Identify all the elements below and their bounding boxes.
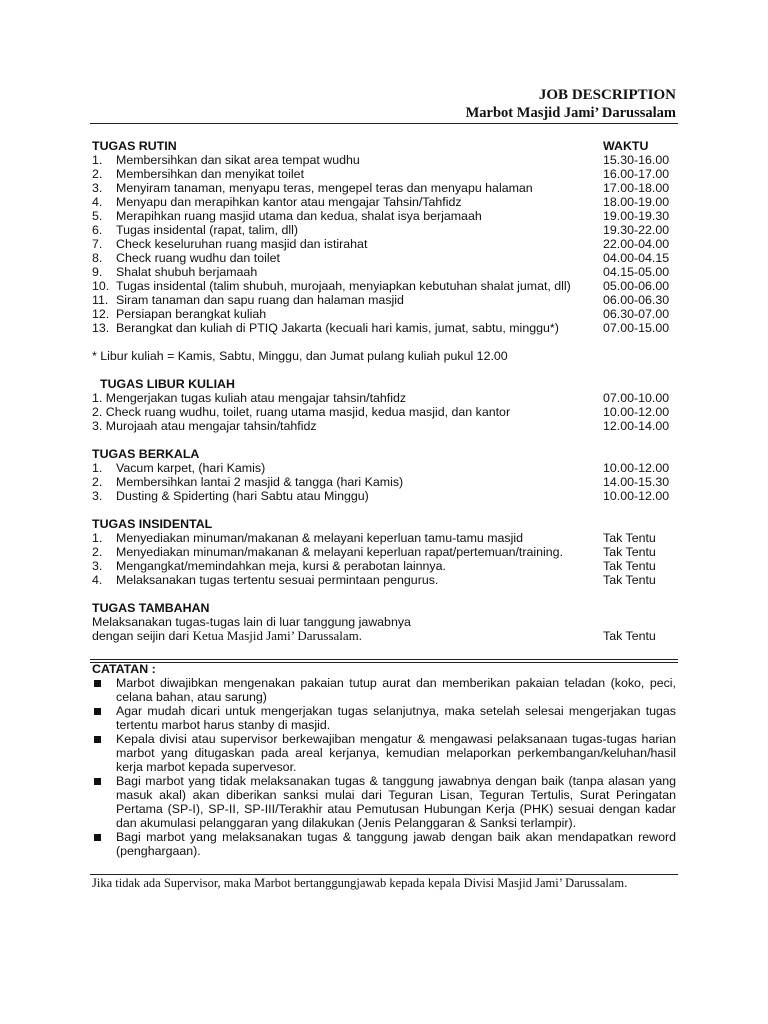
note-item [92,676,676,704]
task-time: 18.00-19.00 [603,195,670,209]
catatan-title: CATATAN : [92,662,156,676]
task-text [92,629,362,643]
list-item [92,489,678,503]
task-number: 1. [92,461,103,475]
footer-divider [90,874,678,875]
task-text: Membersihkan dan menyikat toilet [116,167,305,181]
task-time: 15.30-16.00 [603,153,670,167]
document-subtitle: Marbot Masjid Jami’ Darussalam [465,105,676,121]
list-item [92,615,678,629]
task-text: Berangkat dan kuliah di PTIQ Jakarta (kecuali hari kamis, jumat, sabtu, minggu*) [116,321,559,335]
list-item [92,629,678,643]
section-heading-row [92,517,678,531]
task-text: 3. Murojaah atau mengajar tahsin/tahfidz [92,419,317,433]
task-number: 3. [92,559,103,573]
note-item [92,704,676,732]
section-tugas-insidental [92,517,678,587]
task-text: Siram tanaman dan sapu ruang dan halaman masjid [116,293,404,307]
footer-note [92,876,676,890]
section-heading-row [92,447,678,461]
task-time: Tak Tentu [603,573,656,587]
bullet-square-icon [94,680,101,687]
task-text: Menyiram tanaman, menyapu teras, mengepel teras dan menyapu halaman [116,181,533,195]
task-number: 1. [92,153,103,167]
section-heading-row [92,377,678,391]
task-text: Menyediakan minuman/makanan & melayani keperluan tamu-tamu masjid [116,531,524,545]
task-time: 12.00-14.00 [603,419,670,433]
note-text: Bagi marbot yang melaksanakan tugas & tanggung jawab dengan baik akan mendapatkan reword (penghargaan). [116,830,676,858]
task-text: Dusting & Spiderting (hari Sabtu atau Minggu) [116,489,369,503]
header-divider [90,123,678,124]
task-number: 2. [92,167,103,181]
list-item [92,209,678,223]
task-time: 10.00-12.00 [603,461,670,475]
note-text: Bagi marbot yang tidak melaksanakan tugas & tanggung jawabnya dengan baik (tanpa alasan yang masuk akal) akan diberikan sanksi mulai dari Teguran Lisan, Teguran Tertulis, Surat Peringatan Pertama (SP-I), SP-II, SP-III/Terakhir atau Pemutusan Hubungan Kerja (PHK) sesuai dengan kadar dan akumulasi pelanggaran yang dilakukan (Jenis Pelanggaran & Sanksi terlampir). [116,774,676,830]
task-text: Membersihkan lantai 2 masjid & tangga (hari Kamis) [116,475,404,489]
task-time: 16.00-17.00 [603,167,670,181]
note-text: Marbot diwajibkan mengenakan pakaian tutup aurat dan memberikan pakaian teladan (koko, peci, celana bahan, atau sarung) [116,676,676,704]
task-text: Menyediakan minuman/makanan & melayani keperluan rapat/pertemuan/training. [116,545,564,559]
task-time: 19.00-19.30 [603,209,670,223]
task-text: 2. Check ruang wudhu, toilet, ruang utama masjid, kedua masjid, dan kantor [92,405,511,419]
section-catatan [92,662,676,858]
list-item [92,391,678,405]
list-item [92,475,678,489]
section-heading: TUGAS BERKALA [92,447,200,461]
section-tugas-libur-kuliah [92,377,678,433]
task-text: 1. Mengerjakan tugas kuliah atau mengajar tahsin/tahfidz [92,391,407,405]
note-item [92,732,676,774]
task-number: 11. [92,293,109,307]
task-number: 5. [92,209,103,223]
list-item [92,195,678,209]
task-text: Persiapan berangkat kuliah [116,307,267,321]
task-number: 4. [92,195,103,209]
task-time: Tak Tentu [603,559,656,573]
organization-name: Masjid Jami’ Darussalam. [497,876,628,890]
list-item [92,251,678,265]
section-heading-row [92,139,678,153]
task-number: 1. [92,531,103,545]
task-number: 3. [92,489,103,503]
task-text: Tugas insidental (talim shubuh, murojaah, menyiapkan kebutuhan shalat jumat, dll) [116,279,571,293]
list-item [92,237,678,251]
section-heading: TUGAS RUTIN [92,139,177,153]
task-time: 06.30-07.00 [603,307,670,321]
task-text: Menyapu dan merapihkan kantor atau mengajar Tahsin/Tahfidz [116,195,462,209]
task-time: Tak Tentu [603,629,656,643]
document-header [92,86,676,122]
task-list [92,153,678,335]
task-text: Mengangkat/memindahkan meja, kursi & perabotan lainnya. [116,559,446,573]
footer-text: Jika tidak ada Supervisor, maka Marbot bertanggungjawab kepada kepala Divisi [92,876,498,890]
note-item [92,830,676,858]
notes-list [92,676,676,858]
footnote: * Libur kuliah = Kamis, Sabtu, Minggu, dan Jumat pulang kuliah pukul 12.00 [92,349,508,363]
list-item [92,559,678,573]
task-text: Check keseluruhan ruang masjid dan istirahat [116,237,368,251]
bullet-square-icon [94,834,101,841]
task-number: 6. [92,223,103,237]
task-time: 10.00-12.00 [603,489,670,503]
list-item [92,321,678,335]
section-tugas-rutin [92,139,678,335]
task-text-prefix: dengan seijin dari [92,629,193,643]
list-item [92,181,678,195]
list-item [92,461,678,475]
time-column-heading: WAKTU [603,139,649,153]
list-item [92,223,678,237]
task-text: Check ruang wudhu dan toilet [116,251,280,265]
note-text: Agar mudah dicari untuk mengerjakan tugas selanjutnya, maka setelah selesai mengerjakan tugas tertentu marbot harus stanby di masjid. [116,704,676,732]
section-heading: TUGAS LIBUR KULIAH [100,377,235,391]
organization-name: Ketua Masjid Jami’ Darussalam. [192,628,363,643]
list-item [92,545,678,559]
section-heading: TUGAS TAMBAHAN [92,601,210,615]
section-tugas-berkala [92,447,678,503]
task-list [92,531,678,587]
section-tugas-tambahan [92,601,678,643]
task-text: Melaksanakan tugas-tugas lain di luar tanggung jawabnya [92,615,411,629]
task-number: 2. [92,475,103,489]
list-item [92,531,678,545]
task-time: 06.00-06.30 [603,293,670,307]
list-item [92,167,678,181]
list-item [92,573,678,587]
task-list [92,461,678,503]
task-number: 7. [92,237,103,251]
task-text: Vacum karpet, (hari Kamis) [116,461,266,475]
task-text: Shalat shubuh berjamaah [116,265,258,279]
task-time: 10.00-12.00 [603,405,670,419]
task-time: 05.00-06.00 [603,279,670,293]
task-time: 14.00-15.30 [603,475,670,489]
task-text: Membersihkan dan sikat area tempat wudhu [116,153,360,167]
section-heading-row [92,601,678,615]
task-time: Tak Tentu [603,545,656,559]
task-time: Tak Tentu [603,531,656,545]
task-text: Melaksanakan tugas tertentu sesuai permintaan pengurus. [116,573,439,587]
task-number: 2. [92,545,103,559]
list-item [92,279,678,293]
list-item [92,153,678,167]
list-item [92,405,678,419]
note-item [92,774,676,830]
bullet-square-icon [94,778,101,785]
task-number: 3. [92,181,103,195]
task-list [92,391,678,433]
task-number: 8. [92,251,103,265]
task-time: 22.00-04.00 [603,237,670,251]
list-item [92,419,678,433]
section-heading: TUGAS INSIDENTAL [92,517,213,531]
task-number: 9. [92,265,103,279]
task-number: 12. [92,307,110,321]
task-time: 17.00-18.00 [603,181,670,195]
task-time: 19.30-22.00 [603,223,670,237]
task-time: 07.00-10.00 [603,391,670,405]
task-text: Merapihkan ruang masjid utama dan kedua, shalat isya berjamaah [116,209,482,223]
task-number: 4. [92,573,103,587]
bullet-square-icon [94,708,101,715]
note-text: Kepala divisi atau supervisor berkewajiban mengatur & mengawasi pelaksanaan tugas-tugas harian marbot yang ditugaskan pada areal kerjanya, kemudian melaporkan perkembangan/keluhan/hasil kerja marbot kepada supervesor. [116,732,676,774]
bullet-square-icon [94,736,101,743]
catatan-divider-top [90,659,678,660]
task-text: Tugas insidental (rapat, talim, dll) [116,223,299,237]
task-time: 07.00-15.00 [603,321,670,335]
list-item [92,265,678,279]
task-time: 04.15-05.00 [603,265,670,279]
task-number: 10. [92,279,110,293]
document-title: JOB DESCRIPTION [538,87,676,103]
task-time: 04.00-04.15 [603,251,670,265]
list-item [92,307,678,321]
task-number: 13. [92,321,110,335]
list-item [92,293,678,307]
